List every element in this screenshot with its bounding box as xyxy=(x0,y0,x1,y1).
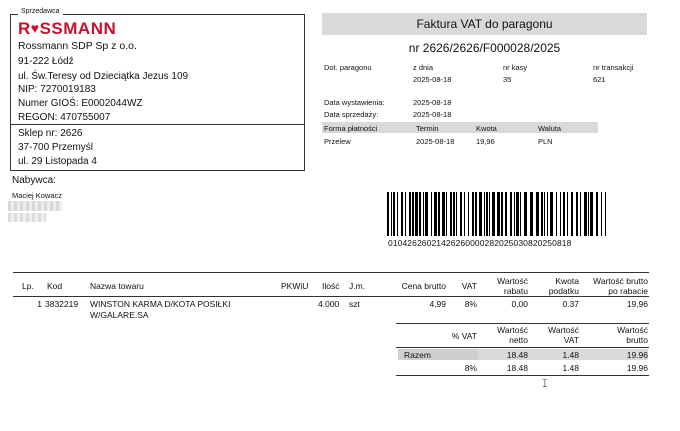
payment-method-header: Forma płatności xyxy=(324,124,378,133)
sale-date-label: Data sprzedaży: xyxy=(324,110,379,119)
invoice-number: nr 2626/2626/F000028/2025 xyxy=(408,41,561,55)
payment-amount-header: Kwota xyxy=(476,124,497,133)
row-podatek: 0.37 xyxy=(562,299,579,309)
transaction-label: nr transakcji xyxy=(593,63,634,72)
payment-currency-header: Waluta xyxy=(538,124,562,133)
col-brutto-2: po rabacie xyxy=(608,286,648,296)
seller-name: Rossmann SDP Sp z o.o. xyxy=(18,40,137,52)
summary-col-netto-2: netto xyxy=(509,335,528,345)
sale-date-value: 2025-08-18 xyxy=(413,110,452,119)
logo-heart-icon: ♥ xyxy=(30,20,40,36)
col-nazwa: Nazwa towaru xyxy=(90,281,144,291)
table-top-rule xyxy=(13,272,649,273)
buyer-label: Nabywca: xyxy=(12,175,56,186)
row-jm: szt xyxy=(349,299,360,309)
col-podatek-1: Kwota xyxy=(555,276,579,286)
summary-rate-netto: 18.48 xyxy=(506,363,528,373)
summary-col-brutto-1: Wartość xyxy=(617,325,648,335)
rossmann-logo xyxy=(18,19,116,39)
col-brutto-1: Wartość brutto xyxy=(593,276,648,286)
seller-street: ul. Św.Teresy od Dzieciątka Jezus 109 xyxy=(18,71,189,82)
payment-term-value: 2025-08-18 xyxy=(416,137,455,146)
row-vat: 8% xyxy=(464,299,477,309)
row-brutto: 19,96 xyxy=(626,299,648,309)
summary-total-brutto: 19.96 xyxy=(626,350,648,360)
summary-col-vatval-1: Wartość xyxy=(548,325,579,335)
logo-rest: SSMANN xyxy=(39,19,117,38)
payment-method-value: Przelew xyxy=(324,137,351,146)
shop-postal-city: 37-700 Przemyśl xyxy=(18,142,94,153)
summary-col-vatval-2: VAT xyxy=(563,335,579,345)
shop-street: ul. 29 Listopada 4 xyxy=(18,156,97,167)
row-lp: 1 xyxy=(37,299,42,309)
summary-col-vat: % VAT xyxy=(451,331,477,341)
row-cena: 4,99 xyxy=(429,299,446,309)
barcode-number: 0104262602142626000028202503082025081​8 xyxy=(388,238,572,248)
col-vat: VAT xyxy=(461,281,477,291)
day-value: 2025-08-18 xyxy=(413,75,452,84)
buyer-name: Maciej Kowacz xyxy=(12,191,63,200)
seller-legend: Sprzedawca xyxy=(18,8,63,15)
row-rabat: 0,00 xyxy=(511,299,528,309)
row-nazwa-2: W/GALARE.SA xyxy=(90,310,149,320)
row-ilosc: 4.000 xyxy=(318,299,340,309)
seller-regon: REGON: 470755007 xyxy=(18,112,111,123)
summary-total-vat: 1.48 xyxy=(562,350,579,360)
row-kod: 3832219 xyxy=(45,299,79,309)
summary-rate: 8% xyxy=(464,363,477,373)
summary-total-label: Razem xyxy=(404,350,431,360)
summary-bottom-rule xyxy=(396,375,649,376)
shop-number: Sklep nr: 2626 xyxy=(18,128,83,139)
buyer-address-redacted xyxy=(8,201,62,211)
issue-date-value: 2025-08-18 xyxy=(413,98,452,107)
receipt-label: Dot. paragonu xyxy=(324,63,372,72)
seller-nip: NIP: 7270019183 xyxy=(18,84,96,95)
logo-r: R xyxy=(18,19,31,38)
seller-divider xyxy=(11,124,304,125)
col-rabat-1: Wartość xyxy=(497,276,528,286)
text-cursor-icon: 𝙸 xyxy=(541,378,549,390)
summary-col-netto-1: Wartość xyxy=(497,325,528,335)
register-value: 35 xyxy=(503,75,512,84)
buyer-postal-redacted xyxy=(8,213,46,222)
invoice-title: Faktura VAT do paragonu xyxy=(322,13,647,35)
summary-header-rule xyxy=(396,347,649,348)
issue-date-label: Data wystawienia: xyxy=(324,98,385,107)
col-ilosc: Ilość xyxy=(322,281,340,291)
seller-gios: Numer GIOŚ: E0002044WZ xyxy=(18,98,143,109)
table-header-rule xyxy=(13,296,649,297)
payment-currency-value: PLN xyxy=(538,137,553,146)
summary-rate-brutto: 19.96 xyxy=(626,363,648,373)
col-pkwiu: PKWiU xyxy=(281,281,309,291)
col-kod: Kod xyxy=(47,281,63,291)
register-label: nr kasy xyxy=(503,63,528,72)
row-nazwa-1: WINSTON KARMA D/KOTA POSIŁKI xyxy=(90,299,231,309)
col-lp: Lp. xyxy=(22,281,34,291)
barcode xyxy=(387,192,609,236)
payment-amount-value: 19,96 xyxy=(476,137,495,146)
col-rabat-2: rabatu xyxy=(503,286,528,296)
summary-col-brutto-2: brutto xyxy=(626,335,648,345)
payment-term-header: Termin xyxy=(416,124,439,133)
col-cena: Cena brutto xyxy=(401,281,446,291)
transaction-value: 621 xyxy=(593,75,606,84)
summary-total-netto: 18.48 xyxy=(506,350,528,360)
summary-top-rule xyxy=(396,323,649,324)
col-jm: J.m. xyxy=(349,281,366,291)
day-label: z dnia xyxy=(413,63,434,72)
seller-postal-city: 91-222 Łódź xyxy=(18,56,74,67)
barcode-bar xyxy=(606,192,607,236)
summary-rate-vat: 1.48 xyxy=(562,363,579,373)
col-podatek-2: podatku xyxy=(548,286,579,296)
